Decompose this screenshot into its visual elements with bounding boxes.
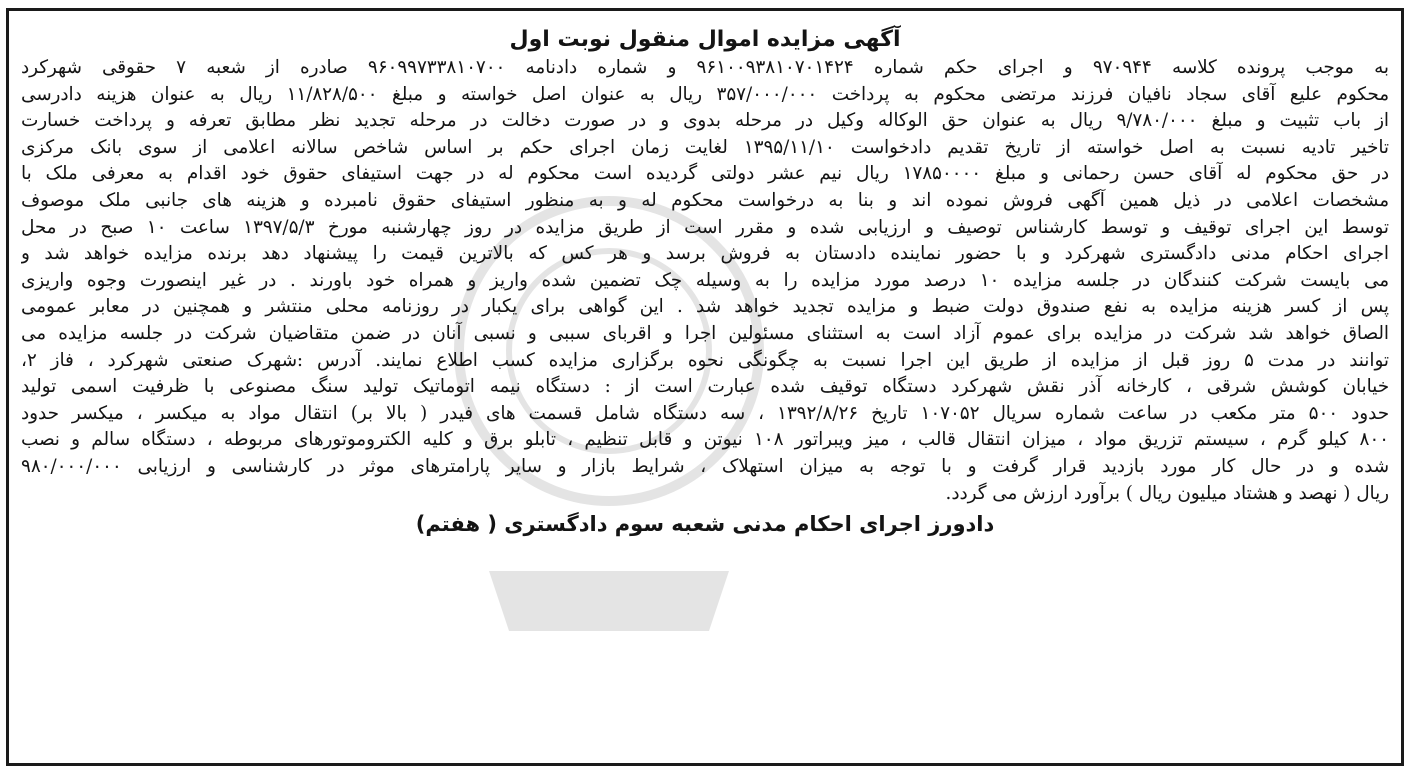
notice-title: آگهی مزایده اموال منقول نوبت اول bbox=[509, 27, 901, 52]
notice-line: حدود ۵۰۰ متر مکعب در ساعت شماره سریال ۱۰۷۰۵۲ تاریخ ۱۳۹۲/۸/۲۶ ، سه دستگاه شامل قسمت های فیدر ( بالا بر) انتقال مواد به میکسر ، میکسر حدود bbox=[21, 402, 1389, 424]
notice-line: مشخصات اعلامی در ذیل همین آگهی فروش نموده اند و بنا به درخواست محکوم له و به منظور استیفای حقوق نامبرده و هزینه های جانبی ملک موصوف bbox=[21, 189, 1389, 211]
notice-line: می بایست شرکت کنندگان در جلسه مزایده ۱۰ درصد مورد مزایده را به وسیله چک تضمین شده واریز و همراه خود باورند . در غیر اینصورت وجوه واریزی bbox=[21, 269, 1389, 291]
notice-line: پس از کسر هزینه مزایده به نفع صندوق دولت ضبط و مزایده تجدید خواهد شد . این گواهی برای یکبار در روزنامه محلی منتشر و همچنین در معابر عمومی bbox=[21, 296, 1389, 318]
notice-line: ریال ( نهصد و هشتاد میلیون ریال ) برآورد ارزش می گردد. bbox=[945, 482, 1389, 504]
notice-line: شده و در حال کار مورد بازدید قرار گرفت و با توجه به میزان استهلاک ، شرایط بازار و سایر پارامترهای موثر در کارشناسی و ارزیابی ۹۸۰/۰۰۰/۰۰۰ bbox=[21, 455, 1389, 477]
notice-line: در حق محکوم له آقای حسن رحمانی و مبلغ ۱۷۸۵۰۰۰۰ ریال نیم عشر دولتی گردیده است محکوم له در جهت استیفای حقوق خود اقدام به معرفی ملک با bbox=[21, 163, 1389, 185]
notice-line: به موجب پرونده کلاسه ۹۷۰۹۴۴ و اجرای حکم شماره ۹۶۱۰۰۹۳۸۱۰۷۰۱۴۲۴ و شماره دادنامه ۹۶۰۹۹۷۳۳۸۱۰۷۰۰ صادره از شعبه ۷ حقوقی شهرکرد bbox=[21, 57, 1389, 78]
notice-body bbox=[21, 55, 1389, 507]
notice-line: توانند در مدت ۵ روز قبل از مزایده از طریق این اجرا نسبت به چگونگی نحوه برگزاری مزایده کسب اطلاع نمایند. آدرس :شهرک صنعتی شهرکرد ، فاز ۲، bbox=[21, 349, 1389, 371]
notice-line: اجرای احکام مدنی دادگستری شهرکرد و با حضور نماینده دادستان به فروش برسد و هر کس که بالاترین قیمت را پیشنهاد دهد برنده مزایده خواهد شد و bbox=[21, 243, 1389, 265]
notice-line: ۸۰۰ کیلو گرم ، سیستم تزریق مواد ، میزان انتقال قالب ، میز ویبراتور ۱۰۸ نیوتن و قابل تنظیم ، تابلو برق و کلیه الکتروموتورهای مربوطه ، دستگاه سالم و نصب bbox=[21, 429, 1389, 451]
notice-line: از باب تثبیت و مبلغ ۹/۷۸۰/۰۰۰ ریال به عنوان حق الوکاله وکیل در مرحله بدوی و در صورت دخالت در مرحله تجدید نظر مطابق تعرفه و پرداخت خسارت bbox=[21, 110, 1389, 132]
notice-line: محکوم علیع آقای سجاد نافیان فرزند مرتضی محکوم به پرداخت ۳۵۷/۰۰۰/۰۰۰ ریال به عنوان اصل خواسته و مبلغ ۱۱/۸۲۸/۵۰۰ ریال به عنوان هزینه دادرسی bbox=[21, 83, 1389, 105]
notice-line: خیابان کوشش شرقی ، کارخانه آذر نقش شهرکرد دستگاه توقیف شده عبارت است از : دستگاه نیمه اتوماتیک تولید سنگ مصنوعی با ظرفیت اسمی تولید bbox=[21, 376, 1389, 398]
notice-line: الصاق خواهد شد شرکت در مزایده برای عموم آزاد است به استثنای مسئولین اجرا و اقربای سببی و نسبی آنان در ضمن متقاضیان شرکت در جلسه مزایده می bbox=[21, 322, 1389, 344]
notice-line: تاخیر تادیه نسبت به اصل خواسته از تاریخ تقدیم دادخواست ۱۳۹۵/۱۱/۱۰ لغایت زمان اجرای حکم بر اساس شاخص سالانه اعلامی از سوی بانک مرکزی bbox=[21, 136, 1389, 158]
notice-content bbox=[21, 25, 1389, 753]
notice-line: توسط این اجرای توقیف و توسط کارشناس توصیف و ارزیابی شده و مقرر است از طریق مزایده در روز چهارشنبه مورخ ۱۳۹۷/۵/۳ ساعت ۱۰ صبح در محل bbox=[21, 216, 1389, 238]
notice-signature: دادورز اجرای احکام مدنی شعبه سوم دادگستری ( هفتم) bbox=[415, 512, 995, 537]
notice-frame bbox=[6, 8, 1404, 766]
